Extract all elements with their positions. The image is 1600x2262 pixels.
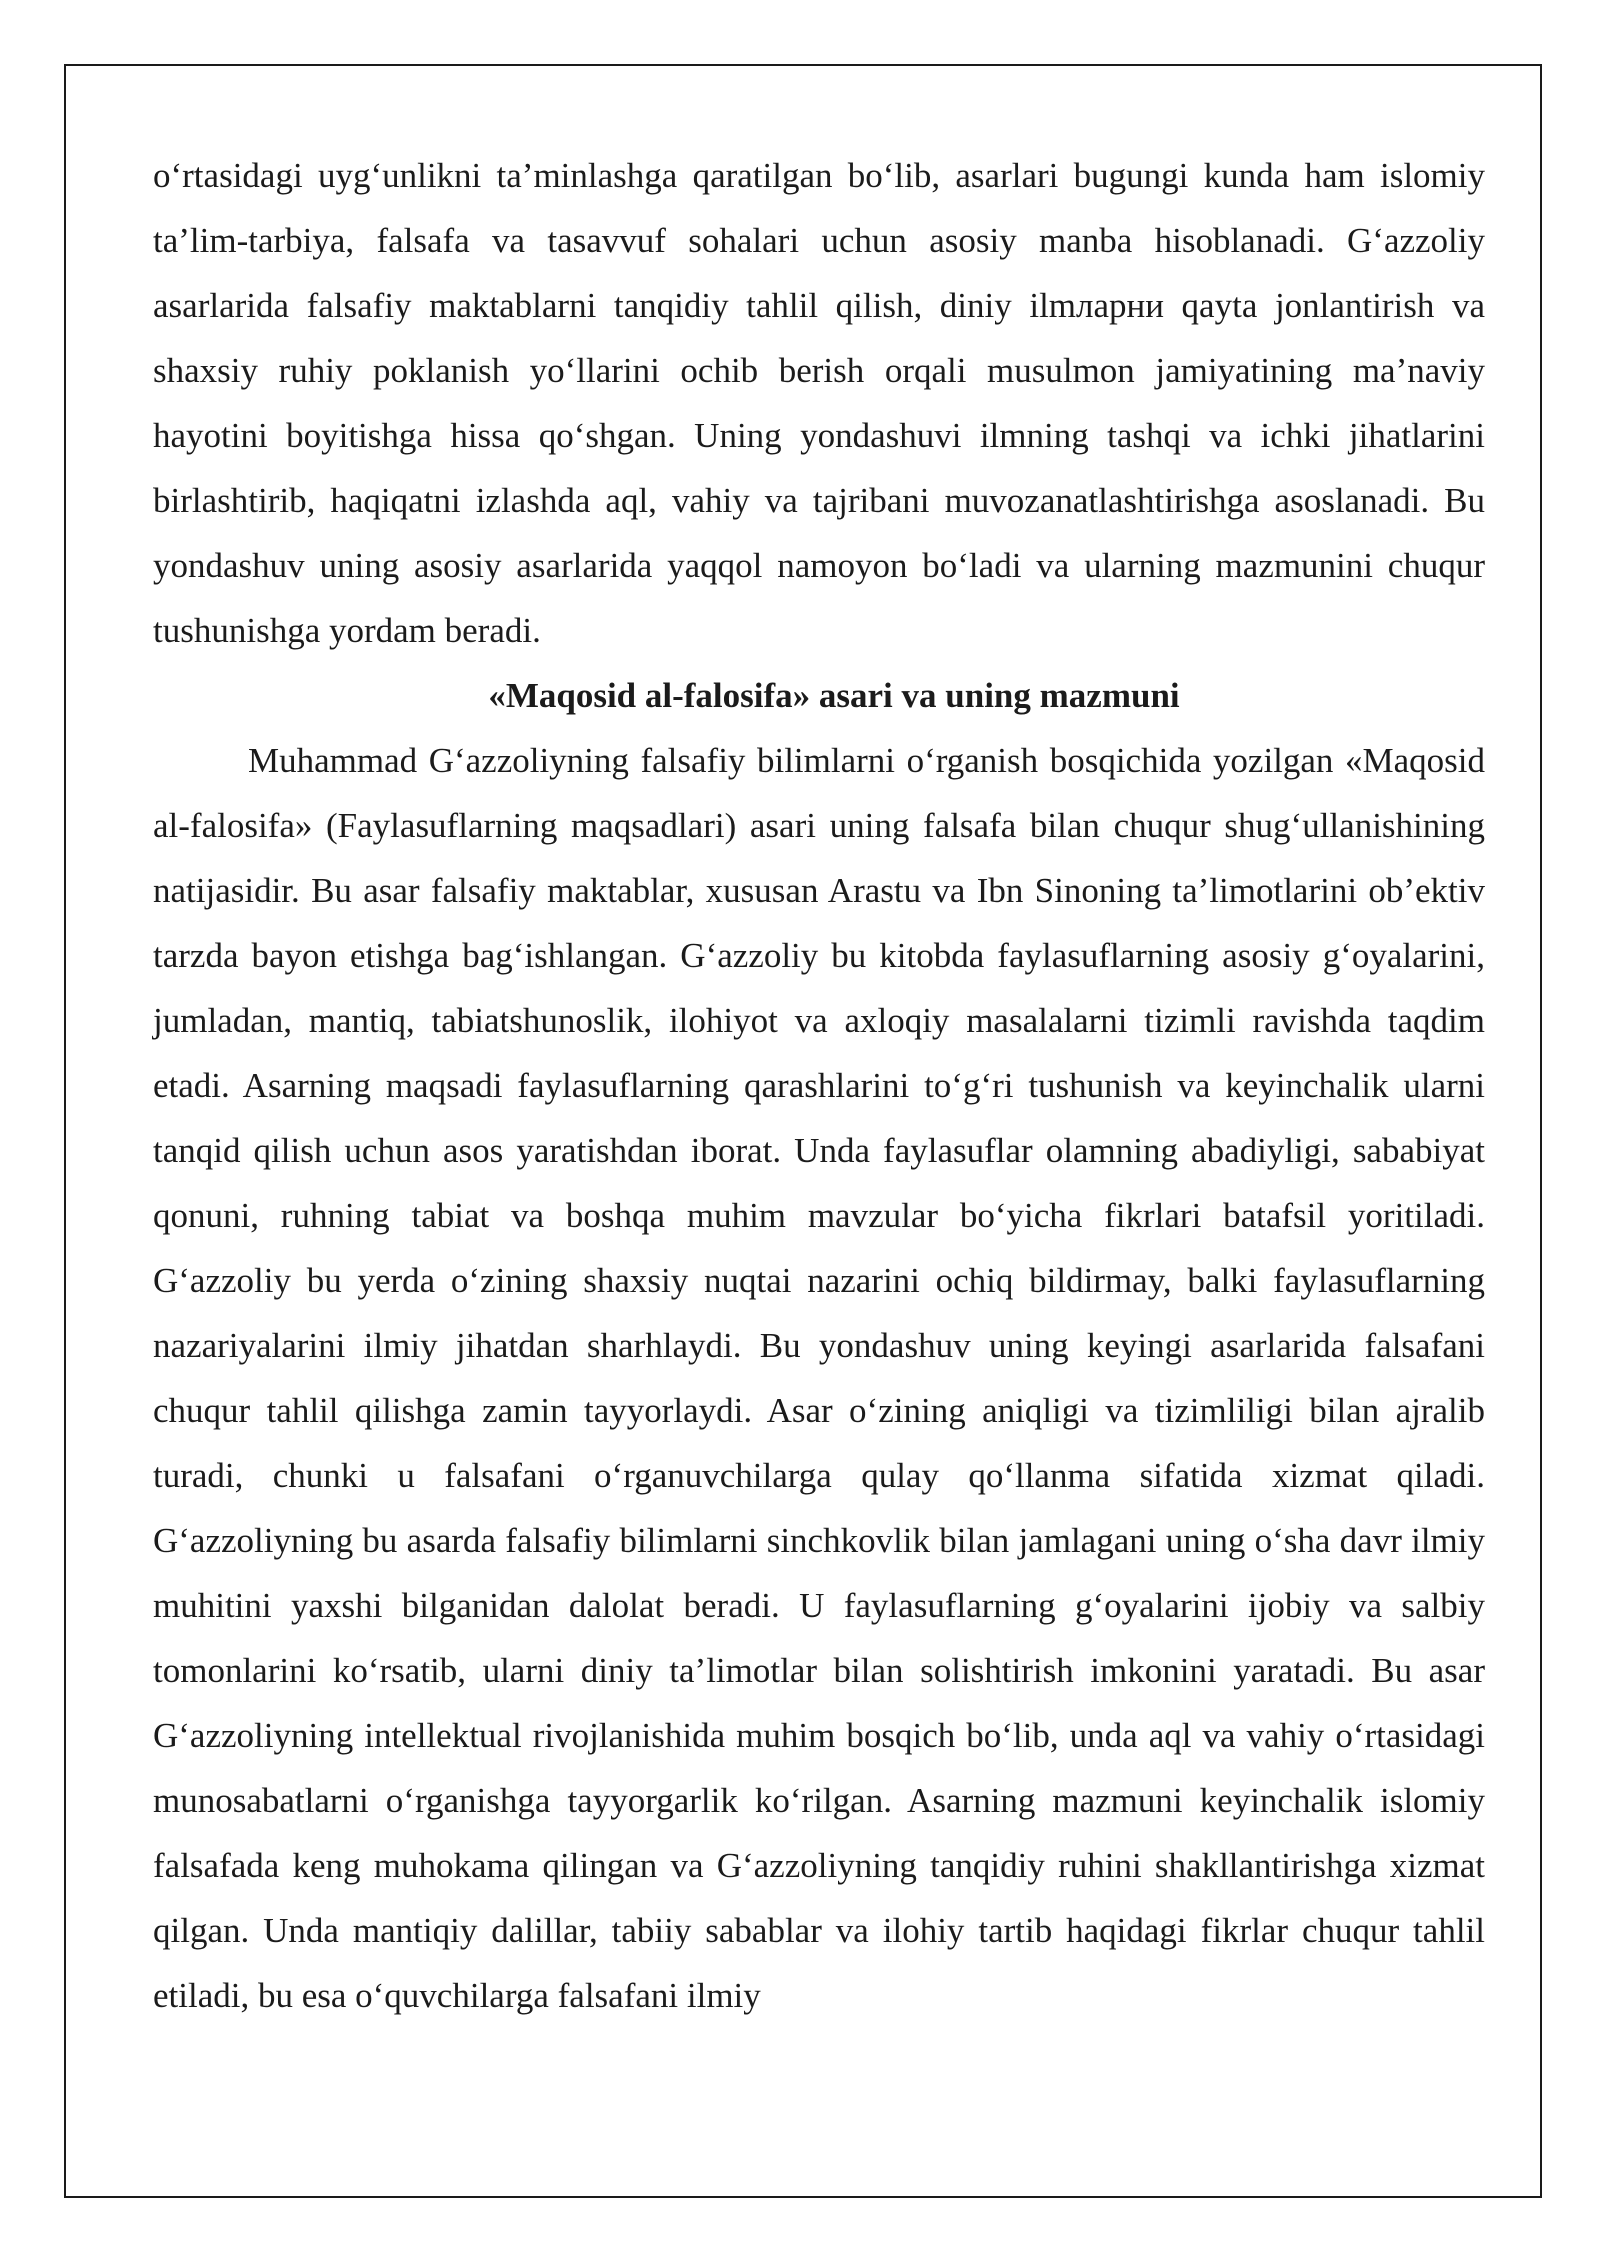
- paragraph-maqosid: Muhammad G‘azzoliyning falsafiy bilimlarni o‘rganish bosqichida yozilgan «Maqosid al-falosifa» (Faylasuflarning maqsadlari) asari uning falsafa bilan chuqur shug‘ullanishining natijasidir. Bu asar falsafiy maktablar, xususan Arastu va Ibn Sinoning ta’limotlarini ob’ektiv tarzda bayon etishga bag‘ishlangan. G‘azzoliy bu kitobda faylasuflarning asosiy g‘oyalarini, jumladan, mantiq, tabiatshunoslik, ilohiyot va axloqiy masalalarni tizimli ravishda taqdim etadi. Asarning maqsadi faylasuflarning qarashlarini to‘g‘ri tushunish va keyinchalik ularni tanqid qilish uchun asos yaratishdan iborat. Unda faylasuflar olamning abadiyligi, sababiyat qonuni, ruhning tabiat va boshqa muhim mavzular bo‘yicha fikrlari batafsil yoritiladi. G‘azzoliy bu yerda o‘zining shaxsiy nuqtai nazarini ochiq bildirmay, balki faylasuflarning nazariyalarini ilmiy jihatdan sharhlaydi. Bu yondashuv uning keyingi asarlarida falsafani chuqur tahlil qilishga zamin tayyorlaydi. Asar o‘zining aniqligi va tizimliligi bilan ajralib turadi, chunki u falsafani o‘rganuvchilarga qulay qo‘llanma sifatida xizmat qiladi. G‘azzoliyning bu asarda falsafiy bilimlarni sinchkovlik bilan jamlagani uning o‘sha davr ilmiy muhitini yaxshi bilganidan dalolat beradi. U faylasuflarning g‘oyalarini ijobiy va salbiy tomonlarini ko‘rsatib, ularni diniy ta’limotlar bilan solishtirish imkonini yaratadi. Bu asar G‘azzoliyning intellektual rivojlanishida muhim bosqich bo‘lib, unda aql va vahiy o‘rtasidagi munosabatlarni o‘rganishga tayyorgarlik ko‘rilgan. Asarning mazmuni keyinchalik islomiy falsafada keng muhokama qilingan va G‘azzoliyning tanqidiy ruhini shakllantirishga xizmat qilgan. Unda mantiqiy dalillar, tabiiy sabablar va ilohiy tartib haqidagi fikrlar chuqur tahlil etiladi, bu esa o‘quvchilarga falsafani ilmiy: [153, 741, 1485, 2015]
- paragraph-continuation: o‘rtasidagi uyg‘unlikni ta’minlashga qaratilgan bo‘lib, asarlari bugungi kunda ham islomiy ta’lim-tarbiya, falsafa va tasavvuf sohalari uchun asosiy manba hisoblanadi. G‘azzoliy asarlarida falsafiy maktablarni tanqidiy tahlil qilish, diniy ilmлapни qayta jonlantirish va shaxsiy ruhiy poklanish yo‘llarini ochib berish orqali musulmon jamiyatining ma’naviy hayotini boyitishga hissa qo‘shgan. Uning yondashuvi ilmning tashqi va ichki jihatlarini birlashtirib, haqiqatni izlashda aql, vahiy va tajribani muvozanatlashtirishga asoslanadi. Bu yondashuv uning asosiy asarlarida yaqqol namoyon bo‘ladi va ularning mazmunini chuqur tushunishga yordam beradi.: [153, 156, 1485, 650]
- section-heading: «Maqosid al-falosifa» asari va uning mazmuni: [488, 676, 1180, 715]
- document-body: [153, 143, 1485, 2028]
